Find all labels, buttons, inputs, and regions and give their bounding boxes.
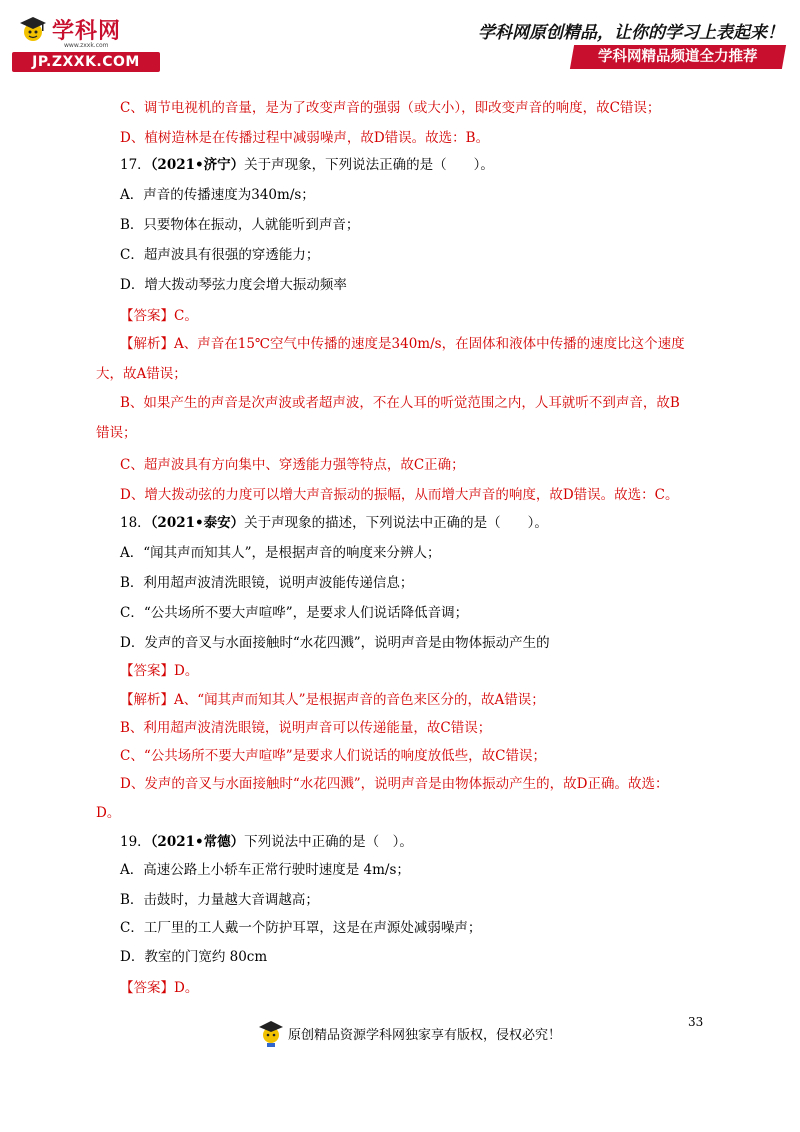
text-line bbox=[120, 890, 319, 910]
banner-text: 学科网精品频道全力推荐 bbox=[598, 49, 758, 65]
question-line bbox=[120, 832, 413, 852]
line-text: 【答案】D。 bbox=[120, 663, 199, 679]
text-line bbox=[120, 774, 668, 794]
line-text: 【解析】A、“闻其声而知其人”是根据声音的音色来区分的，故A错误； bbox=[120, 692, 545, 708]
question-number: 18． bbox=[120, 515, 151, 531]
graduation-cap-mascot-icon bbox=[18, 14, 48, 44]
line-text: 关于声现象的描述，下列说法中正确的是（ ）。 bbox=[244, 515, 548, 531]
question-source: （2021•泰安） bbox=[150, 515, 245, 531]
line-text: D、发声的音叉与水面接触时“水花四溅”，说明声音是由物体振动产生的，故D正确。故选： bbox=[120, 776, 669, 792]
line-text: D、增大拨动弦的力度可以增大声音振动的振幅，从而增大声音的响度，故D错误。故选：C。 bbox=[120, 487, 679, 503]
line-text: D。 bbox=[96, 805, 121, 821]
text-line bbox=[120, 661, 198, 681]
line-text: B．利用超声波清洗眼镜，说明声波能传递信息； bbox=[120, 575, 414, 591]
text-line bbox=[120, 393, 680, 413]
line-text: 下列说法中正确的是（ ）。 bbox=[244, 834, 413, 850]
line-text: A．声音的传播速度为340m/s； bbox=[120, 187, 315, 203]
text-line bbox=[120, 275, 347, 295]
text-line bbox=[120, 603, 468, 623]
header-slogan: 学科网原创精品，让你的学习上表起来！ bbox=[478, 23, 784, 43]
text-line bbox=[120, 245, 319, 265]
question-number: 19． bbox=[120, 834, 151, 850]
page-footer bbox=[258, 1018, 561, 1048]
text-line bbox=[96, 803, 120, 823]
line-text: A．高速公路上小轿车正常行驶时速度是 4m/s； bbox=[120, 862, 410, 878]
text-line bbox=[120, 690, 545, 710]
text-line bbox=[120, 334, 685, 354]
question-source: （2021•济宁） bbox=[150, 157, 245, 173]
line-text: C、“公共场所不要大声喧哗”是要求人们说话的响度放低些，故C错误； bbox=[120, 748, 546, 764]
line-text: 【答案】D。 bbox=[120, 980, 199, 996]
text-line bbox=[120, 633, 550, 653]
text-line bbox=[120, 485, 678, 505]
line-text: D．增大拨动琴弦力度会增大振动频率 bbox=[120, 277, 347, 293]
line-text: C．超声波具有很强的穿透能力； bbox=[120, 247, 320, 263]
header-banner bbox=[570, 45, 786, 69]
line-text: C．“公共场所不要大声喧哗”，是要求人们说话降低音调； bbox=[120, 605, 469, 621]
question-line bbox=[120, 513, 548, 533]
text-line bbox=[120, 978, 198, 998]
text-line bbox=[96, 364, 187, 384]
line-text: B．只要物体在振动，人就能听到声音； bbox=[120, 217, 360, 233]
line-text: D．教室的门宽约 80cm bbox=[120, 949, 268, 965]
line-text: C．工厂里的工人戴一个防护耳罩，这是在声源处减弱噪声； bbox=[120, 920, 482, 936]
zxxk-logo[interactable] bbox=[12, 12, 160, 72]
text-line bbox=[120, 455, 465, 475]
text-line bbox=[120, 543, 441, 563]
question-number: 17． bbox=[120, 157, 151, 173]
question-line bbox=[120, 155, 494, 175]
line-text: D．发声的音叉与水面接触时“水花四溅”，说明声音是由物体振动产生的 bbox=[120, 635, 550, 651]
line-text: D、植树造林是在传播过程中减弱噪声，故D错误。故选：B。 bbox=[120, 130, 490, 146]
line-text: B、利用超声波清洗眼镜，说明声音可以传递能量，故C错误； bbox=[120, 720, 492, 736]
page-number: 33 bbox=[688, 1015, 704, 1029]
line-text: B．击鼓时，力量越大音调越高； bbox=[120, 892, 319, 908]
line-text: B、如果产生的声音是次声波或者超声波，不在人耳的听觉范围之内，人耳就听不到声音，故B bbox=[120, 395, 680, 411]
logo-url: www.zxxk.com bbox=[64, 42, 109, 49]
text-line bbox=[120, 746, 546, 766]
text-line bbox=[120, 918, 481, 938]
text-line bbox=[120, 860, 410, 880]
text-line bbox=[120, 718, 491, 738]
text-line bbox=[120, 947, 267, 967]
logo-domain: JP.ZXXK.COM bbox=[12, 52, 160, 72]
text-line bbox=[120, 215, 359, 235]
text-line bbox=[120, 98, 660, 118]
logo-title: 学科网 bbox=[52, 18, 122, 44]
line-text: 【答案】C。 bbox=[120, 308, 198, 324]
line-text: C、调节电视机的音量，是为了改变声音的强弱（或大小），即改变声音的响度，故C错误； bbox=[120, 100, 661, 116]
text-line bbox=[96, 423, 137, 443]
text-line bbox=[120, 128, 489, 148]
line-text: C、超声波具有方向集中、穿透能力强等特点，故C正确； bbox=[120, 457, 465, 473]
mascot-icon bbox=[258, 1018, 284, 1048]
line-text: 【解析】A、声音在15℃空气中传播的速度是340m/s，在固体和液体中传播的速度比这个速度 bbox=[120, 336, 685, 352]
text-line bbox=[120, 185, 315, 205]
copyright-notice: 原创精品资源学科网独家享有版权，侵权必究！ bbox=[288, 1027, 562, 1043]
question-source: （2021•常德） bbox=[150, 834, 245, 850]
line-text: A．“闻其声而知其人”，是根据声音的响度来分辨人； bbox=[120, 545, 441, 561]
text-line bbox=[120, 306, 198, 326]
line-text: 关于声现象，下列说法正确的是（ ）。 bbox=[244, 157, 494, 173]
line-text: 大，故A错误； bbox=[96, 366, 187, 382]
text-line bbox=[120, 573, 413, 593]
page-header bbox=[0, 0, 800, 80]
line-text: 错误； bbox=[96, 425, 137, 441]
